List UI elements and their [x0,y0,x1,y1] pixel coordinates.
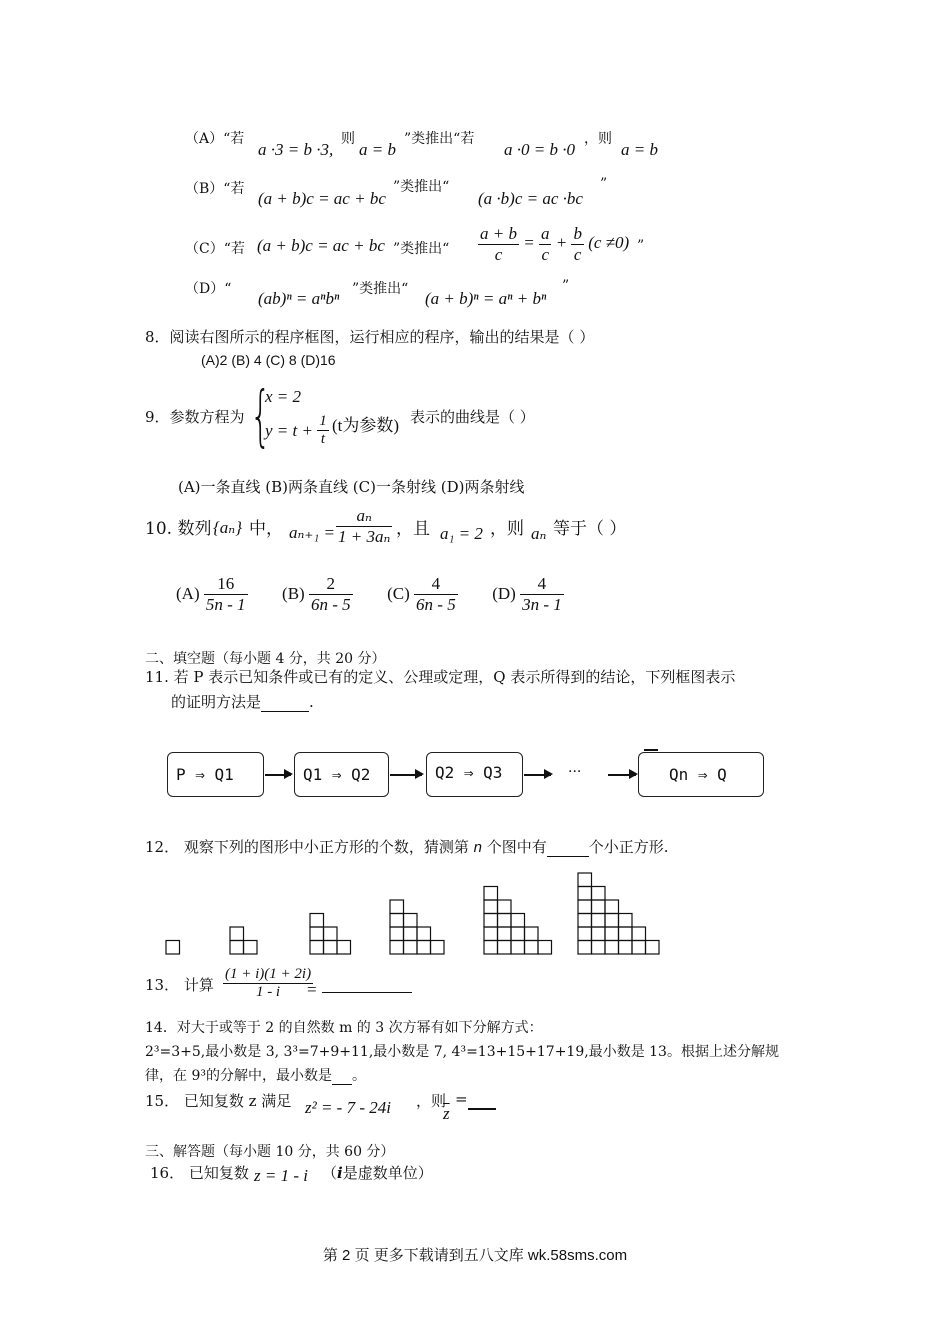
arrow-right-icon [265,774,291,776]
flow-box-4 [638,752,764,797]
small-square [525,941,539,955]
q7-option-d [185,278,231,298]
small-square [484,914,498,928]
small-square [525,927,539,941]
numerator: 2 [309,574,353,595]
staircase-figure-4 [390,900,444,954]
denominator: c [541,244,549,264]
q7-c-text2: ”类推出“ [393,241,450,257]
option-label: （B） [185,181,224,197]
q7-a-math2: a = b [359,140,396,159]
imaginary-unit: i [337,1164,343,1182]
page-footer: 第 2 页 更多下载请到五八文库 wk.58sms.com [322,1247,628,1264]
q16-text2 [322,1162,433,1183]
answer-blank [332,1068,352,1085]
q9-param: (t为参数) [332,416,400,435]
small-square [605,914,619,928]
q15-zbar: $\overline{z}$ [443,1104,450,1123]
q10-an: aₙ [531,524,547,543]
flow-ellipsis: ··· [568,764,582,780]
q9-options: (A)一条直线 (B)两条直线 (C)一条射线 (D)两条射线 [178,478,525,496]
small-square [538,941,552,955]
q8-options: (A)2 (B) 4 (C) 8 (D)16 [201,352,336,368]
flow-box-label: Qn ⇒ Q [669,765,727,784]
arrow-right-icon [608,774,636,776]
fraction [539,224,552,264]
text: “若 [223,181,245,197]
option-a-label: (A) [176,584,200,604]
q14-line2: 2³=3+5,最小数是 3, 3³=7+9+11,最小数是 7, 4³=13+15+17+19,最小数是 13。根据上述分解规 [145,1044,779,1060]
small-square [230,941,244,955]
small-square [578,927,592,941]
small-square [310,941,324,955]
staircase-figure-6 [578,873,659,954]
fraction [478,224,519,264]
text: = [455,1090,468,1108]
denominator: 5n - 1 [205,594,246,614]
small-square [310,914,324,928]
q10-stem1: 10. 数列 [145,519,212,539]
q7-b-text2: ”类推出“ [393,179,450,195]
text: 律，在 9³的分解中，最小数是 [145,1068,332,1084]
small-square [404,927,418,941]
q14-line1: 14．对大于或等于 2 的自然数 m 的 3 次方幂有如下分解方式： [145,1020,543,1036]
text: 的证明方法是 [171,693,262,711]
small-square [417,927,431,941]
small-square [592,900,606,914]
option-b-label: (B) [282,584,305,604]
small-square [605,900,619,914]
q14-line3 [145,1065,366,1085]
small-square [484,900,498,914]
small-square [484,887,498,901]
small-square [310,927,324,941]
option-d-fraction [520,574,564,614]
small-square [404,941,418,955]
option-label: （A） [185,131,224,147]
answer-blank [547,838,589,857]
answer-blank [261,693,309,712]
q10-a1: a₁ = 2 [440,524,483,543]
section-2-heading: 二、填空题（每小题 4 分，共 20 分） [145,651,386,667]
small-square [324,927,338,941]
small-square [619,927,633,941]
small-square [498,941,512,955]
small-square [484,927,498,941]
flow-box-label: P ⇒ Q1 [176,765,234,784]
option-label: （C） [185,241,224,257]
text: 个图中有 [486,838,547,856]
q7-d-math1: (ab)ⁿ = aⁿbⁿ [258,289,340,308]
option-c-fraction [414,574,458,614]
variable: n [473,839,482,856]
small-square [592,941,606,955]
small-square [390,914,404,928]
q16-eq: z = 1 - i [254,1166,308,1185]
denominator: 6n - 5 [310,594,351,614]
brace-icon: { [250,377,271,454]
arrow-right-icon [524,774,551,776]
small-square [498,914,512,928]
staircase-figures [150,866,670,960]
q13-fraction [223,966,313,1002]
equals: = [523,232,535,252]
small-square [166,941,180,955]
q7-c-text3: ” [637,238,645,254]
arrow-right-icon [390,774,422,776]
option-label: （D） [185,281,225,297]
section-3-heading: 三、解答题（每小题 10 分，共 60 分） [145,1144,395,1160]
q7-a-then2: ，则 [584,131,612,147]
q15-text2: ，则 [416,1092,447,1110]
q7-option-b [185,178,244,198]
q7-option-a [185,128,244,148]
q10-stem4: ，则 [490,519,524,539]
fraction [223,966,313,1002]
q13-eq: = [307,980,317,999]
q7-a-then: 则 [341,131,355,147]
small-square [578,887,592,901]
q7-b-text3: ” [600,176,608,192]
fraction [571,224,584,264]
q15-eq: z² = - 7 - 24i [305,1098,391,1117]
small-square [324,941,338,955]
text: . [309,693,314,711]
q10-stem2: 中， [249,519,283,539]
q11-line2 [171,691,314,712]
small-square [390,927,404,941]
text: “若 [223,131,245,147]
denominator: c [573,244,582,264]
text: 个小正方形. [588,838,669,856]
small-square [578,914,592,928]
numerator: 16 [204,574,248,595]
small-square [592,914,606,928]
numerator: a + b [480,224,517,243]
q13-label: 13． 计算 [145,976,214,994]
q7-a-text2: ”类推出“若 [404,131,475,147]
denominator: c [494,244,503,264]
q7-c-fraction-expr [478,224,629,264]
small-square [511,927,525,941]
option-b-fraction [309,574,353,614]
flow-box-2 [294,752,389,797]
flow-box-1 [167,752,264,797]
numerator: 1 [317,413,329,431]
small-square [592,927,606,941]
condition: (c ≠0) [588,232,630,252]
small-square [619,914,633,928]
answer-blank [322,992,412,993]
small-square [498,900,512,914]
option-d-label: (D) [492,584,516,604]
expr: y = t + [265,420,313,440]
q10-fraction [336,506,392,546]
numerator: a [540,224,550,243]
small-square [592,887,606,901]
small-square [605,927,619,941]
q9-line2 [265,413,329,449]
small-square [578,941,592,955]
small-square [511,941,525,955]
small-square [498,927,512,941]
denominator: 6n - 5 [416,594,456,614]
text: 12． 观察下列的图形中小正方形的个数，猜测第 [145,838,469,856]
q9-stem: 9．参数方程为 [145,408,245,426]
q8-stem: 8．阅读右图所示的程序框图，运行相应的程序，输出的结果是（ ） [145,328,595,346]
q10-stem5: 等于（ ） [553,519,627,539]
staircase-figure-5 [484,887,552,955]
q9-tail: 表示的曲线是（ ） [410,408,535,426]
small-square [337,941,351,955]
staircase-figure-2 [230,927,257,954]
q10-stem3: ，且 [396,519,430,539]
q7-a-math4: a = b [621,140,658,159]
fraction [317,413,329,449]
text: （ [322,1164,338,1182]
q7-b-math1: (a + b)c = ac + bc [258,189,386,208]
denominator: 3n - 1 [522,594,562,614]
small-square [404,914,418,928]
numerator: aₙ [336,506,392,527]
denominator: t [320,431,326,448]
flow-box-label: Q2 ⇒ Q3 [435,763,503,782]
q7-d-math2: (a + b)ⁿ = aⁿ + bⁿ [425,289,547,308]
numerator: (1 + i)(1 + 2i) [223,966,313,984]
numerator: b [573,224,582,243]
small-square [230,927,244,941]
small-square [646,941,660,955]
q11-line1: 11. 若 P 表示已知条件或已有的定义、公理或定理，Q 表示所得到的结论，下列框图表示 [145,668,736,686]
text: 是虚数单位） [342,1164,433,1182]
q12-text [145,836,669,857]
q10-options [176,574,564,614]
text: “ [224,281,232,297]
small-square [578,900,592,914]
small-square [511,914,525,928]
q16-text1: 16． 已知复数 [150,1164,249,1182]
plus: + [555,232,568,252]
flow-box-label: Q1 ⇒ Q2 [303,765,371,784]
small-square [431,941,445,955]
answer-blank [468,1090,496,1110]
q15-text1: 15． 已知复数 z 满足 [145,1092,292,1110]
numerator: 4 [414,574,458,595]
denominator: 1 - i [255,984,281,1001]
option-c-label: (C) [387,584,410,604]
numerator: 4 [520,574,564,595]
q7-d-text3: ” [562,278,570,294]
q7-a-math3: a ·0 = b ·0 [504,140,575,159]
box-mark [644,749,658,751]
small-square [605,941,619,955]
staircase-figure-1 [166,941,180,955]
option-a-fraction [204,574,248,614]
q10-lhs: aₙ₊₁ = [289,523,335,542]
denominator: 1 + 3aₙ [338,526,391,546]
q7-c-math1: (a + b)c = ac + bc [257,236,385,255]
q15-text3 [455,1090,496,1110]
small-square [390,900,404,914]
staircase-figure-3 [310,914,351,955]
small-square [632,927,646,941]
small-square [244,941,258,955]
small-square [619,941,633,955]
small-square [390,941,404,955]
small-square [578,873,592,887]
text: “若 [223,241,245,257]
text: 。 [351,1068,366,1084]
q7-b-math2: (a ·b)c = ac ·bc [478,189,583,208]
small-square [484,941,498,955]
fraction [336,506,392,546]
small-square [417,941,431,955]
q9-line1: x = 2 [265,387,302,406]
flow-box-3 [426,752,523,797]
q7-option-c [185,238,245,258]
q10-seq: {aₙ} [213,518,242,537]
q7-d-text2: ”类推出“ [352,281,409,297]
q7-a-math1: a ·3 = b ·3, [258,140,334,159]
small-square [632,941,646,955]
